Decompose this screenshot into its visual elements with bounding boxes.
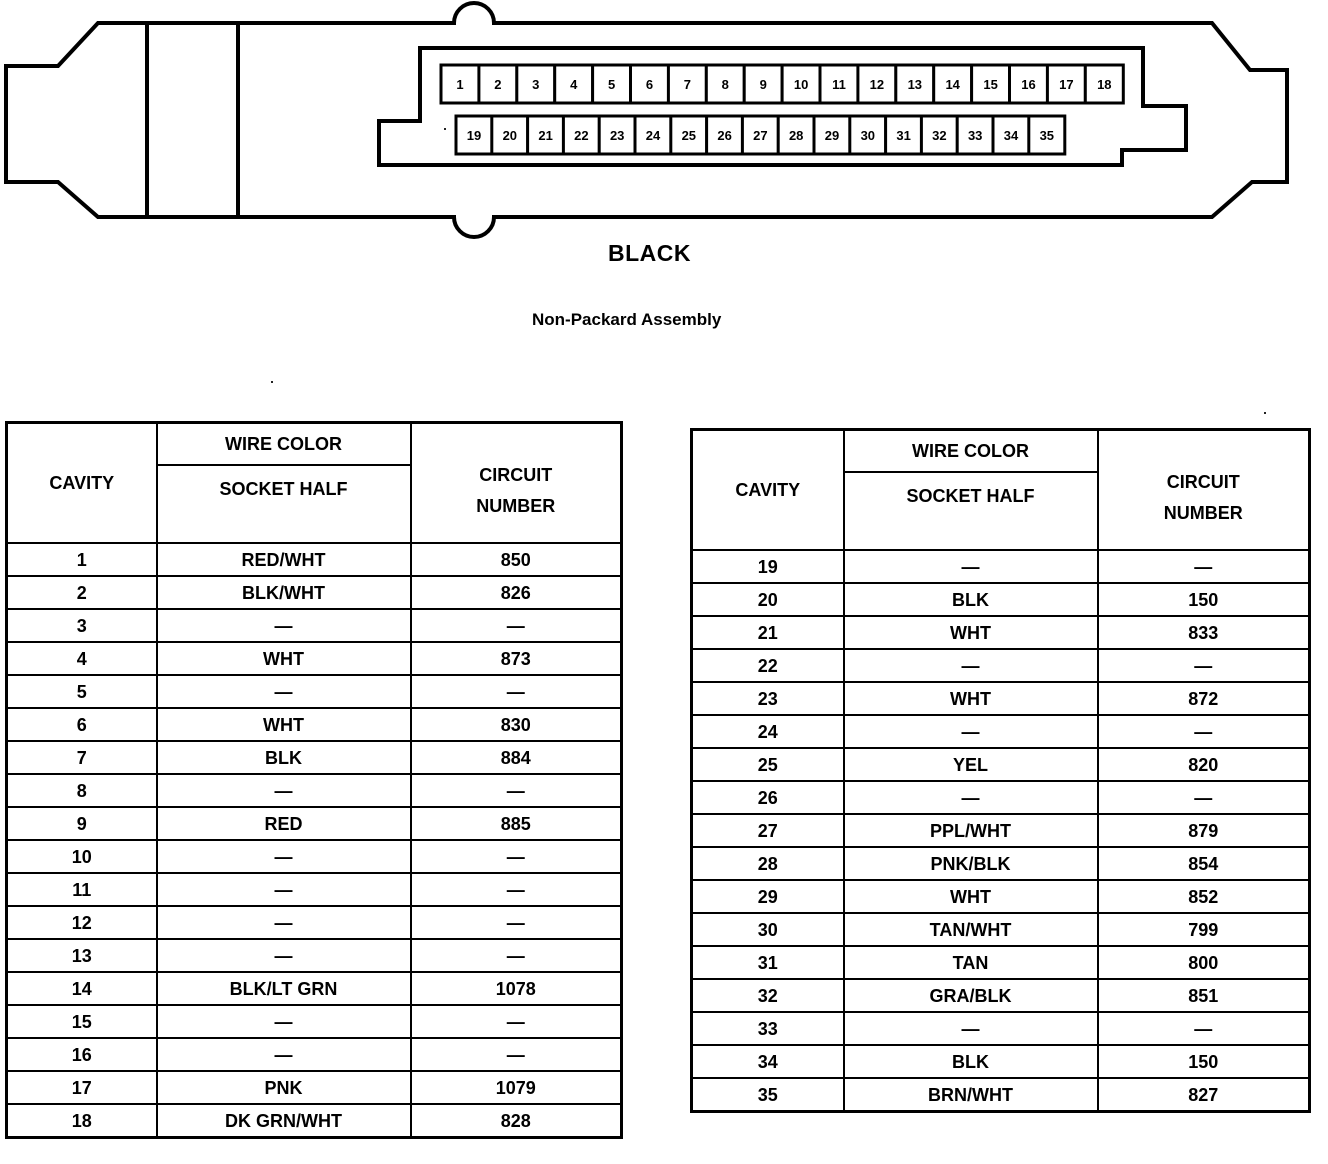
cell-circuit-number: 854 <box>1098 847 1310 880</box>
pin-label: 8 <box>721 77 729 92</box>
scan-speck <box>1264 412 1266 414</box>
pin-cavity-1 <box>441 65 479 103</box>
table-row <box>7 708 622 741</box>
table-row <box>7 1104 622 1138</box>
cell-wire-color: BLK <box>844 583 1098 616</box>
cell-cavity: 28 <box>692 847 844 880</box>
cell-wire-color: TAN/WHT <box>844 913 1098 946</box>
cell-circuit-number: — <box>1098 550 1310 583</box>
cell-wire-color: — <box>157 840 411 873</box>
cell-circuit-number: 820 <box>1098 748 1310 781</box>
cell-cavity: 14 <box>7 972 157 1005</box>
scan-speck <box>271 381 273 383</box>
pin-cavity-28 <box>778 116 814 154</box>
cell-wire-color: — <box>844 781 1098 814</box>
table-row <box>692 649 1310 682</box>
pin-cavity-31 <box>886 116 922 154</box>
table-row <box>7 1005 622 1038</box>
header-circuit-line1: CIRCUIT <box>479 464 553 485</box>
table-row <box>692 583 1310 616</box>
table-row <box>7 642 622 675</box>
pin-label: 3 <box>532 77 540 92</box>
pin-rows <box>441 65 1123 154</box>
pin-label: 14 <box>945 77 960 92</box>
cell-cavity: 5 <box>7 675 157 708</box>
cell-cavity: 2 <box>7 576 157 609</box>
cell-circuit-number: — <box>411 873 622 906</box>
table-row <box>692 682 1310 715</box>
cell-wire-color: TAN <box>844 946 1098 979</box>
cell-circuit-number: 1079 <box>411 1071 622 1104</box>
pin-label: 28 <box>788 128 804 143</box>
pin-label: 21 <box>538 128 553 143</box>
pin-label: 2 <box>494 77 502 92</box>
header-circuit-line2: NUMBER <box>476 496 556 516</box>
cell-cavity: 22 <box>692 649 844 682</box>
cell-circuit-number: — <box>411 1005 622 1038</box>
pin-label: 10 <box>793 77 809 92</box>
table-row <box>692 781 1310 814</box>
table-row <box>7 675 622 708</box>
pin-label: 16 <box>1021 77 1036 92</box>
cell-circuit-number: 828 <box>411 1104 622 1138</box>
cell-wire-color: — <box>157 939 411 972</box>
table-row <box>7 543 622 576</box>
pin-label: 30 <box>860 128 876 143</box>
table-row <box>7 1071 622 1104</box>
cell-cavity: 10 <box>7 840 157 873</box>
cell-wire-color: — <box>157 675 411 708</box>
cell-wire-color: PNK/BLK <box>844 847 1098 880</box>
pin-label: 34 <box>1003 128 1019 143</box>
pin-cavity-3 <box>517 65 555 103</box>
pin-cavity-11 <box>820 65 858 103</box>
cell-wire-color: PPL/WHT <box>844 814 1098 847</box>
pin-label: 24 <box>645 128 661 143</box>
cavity-table-right-body <box>692 550 1310 1112</box>
cell-cavity: 27 <box>692 814 844 847</box>
cell-cavity: 16 <box>7 1038 157 1071</box>
cell-circuit-number: — <box>1098 1012 1310 1045</box>
pin-cavity-29 <box>814 116 850 154</box>
pin-label: 5 <box>607 77 616 92</box>
table-row <box>7 774 622 807</box>
pin-label: 11 <box>832 77 846 92</box>
table-row <box>7 741 622 774</box>
cell-circuit-number: — <box>411 609 622 642</box>
cell-cavity: 8 <box>7 774 157 807</box>
cell-wire-color: — <box>157 1038 411 1071</box>
header-circuit-number <box>411 423 622 544</box>
cell-cavity: 32 <box>692 979 844 1012</box>
header-circuit-line1: CIRCUIT <box>1166 471 1240 492</box>
table-row <box>692 550 1310 583</box>
cell-wire-color: YEL <box>844 748 1098 781</box>
cell-circuit-number: 885 <box>411 807 622 840</box>
cell-wire-color: BLK/LT GRN <box>157 972 411 1005</box>
cell-circuit-number: 833 <box>1098 616 1310 649</box>
cell-cavity: 19 <box>692 550 844 583</box>
cell-wire-color: — <box>157 1005 411 1038</box>
table-row <box>692 880 1310 913</box>
pin-cavity-14 <box>934 65 972 103</box>
pin-cavity-30 <box>850 116 886 154</box>
cell-circuit-number: 799 <box>1098 913 1310 946</box>
header-circuit-line2: NUMBER <box>1163 503 1243 523</box>
cell-cavity: 20 <box>692 583 844 616</box>
pin-cavity-5 <box>593 65 631 103</box>
connector-color-label: BLACK <box>608 240 691 266</box>
cell-circuit-number: — <box>1098 649 1310 682</box>
cell-circuit-number: — <box>1098 781 1310 814</box>
cell-cavity: 25 <box>692 748 844 781</box>
cell-wire-color: RED/WHT <box>157 543 411 576</box>
cavity-table-left-body <box>7 543 622 1138</box>
pin-label: 1 <box>456 77 464 92</box>
cell-wire-color: BLK/WHT <box>157 576 411 609</box>
cell-cavity: 17 <box>7 1071 157 1104</box>
cell-wire-color: WHT <box>844 880 1098 913</box>
cell-cavity: 24 <box>692 715 844 748</box>
cell-cavity: 11 <box>7 873 157 906</box>
pin-label: 31 <box>896 128 911 143</box>
cell-circuit-number: 800 <box>1098 946 1310 979</box>
table-row <box>7 609 622 642</box>
pin-label: 29 <box>824 128 840 143</box>
cell-wire-color: — <box>844 1012 1098 1045</box>
pin-cavity-16 <box>1010 65 1048 103</box>
cell-cavity: 13 <box>7 939 157 972</box>
pin-cavity-19 <box>456 116 492 154</box>
cell-cavity: 3 <box>7 609 157 642</box>
cell-cavity: 12 <box>7 906 157 939</box>
table-row <box>692 946 1310 979</box>
pin-label: 26 <box>717 128 732 143</box>
pin-label: 23 <box>609 128 625 143</box>
pin-cavity-20 <box>492 116 528 154</box>
pin-label: 9 <box>759 77 767 92</box>
cell-circuit-number: — <box>1098 715 1310 748</box>
pin-cavity-2 <box>479 65 517 103</box>
pin-cavity-23 <box>599 116 635 154</box>
cell-wire-color: BLK <box>844 1045 1098 1078</box>
table-row <box>692 616 1310 649</box>
cell-circuit-number: 827 <box>1098 1078 1310 1112</box>
table-row <box>7 972 622 1005</box>
cell-cavity: 30 <box>692 913 844 946</box>
cell-circuit-number: 150 <box>1098 583 1310 616</box>
pin-label: 15 <box>983 77 998 92</box>
pin-cavity-9 <box>744 65 782 103</box>
pin-cavity-10 <box>782 65 820 103</box>
pin-label: 7 <box>683 77 692 92</box>
cell-circuit-number: 826 <box>411 576 622 609</box>
cell-cavity: 15 <box>7 1005 157 1038</box>
header-circuit-number <box>1098 430 1310 551</box>
pin-cavity-6 <box>631 65 669 103</box>
header-wire-color: WIRE COLOR <box>844 430 1098 473</box>
cell-wire-color: PNK <box>157 1071 411 1104</box>
pin-cavity-34 <box>993 116 1029 154</box>
pin-cavity-15 <box>972 65 1010 103</box>
cell-cavity: 35 <box>692 1078 844 1112</box>
pin-label: 19 <box>466 128 482 143</box>
cell-cavity: 1 <box>7 543 157 576</box>
cell-circuit-number: 150 <box>1098 1045 1310 1078</box>
assembly-label: Non-Packard Assembly <box>532 310 722 329</box>
pin-cavity-17 <box>1047 65 1085 103</box>
pin-cavity-7 <box>668 65 706 103</box>
pin-label: 33 <box>967 128 983 143</box>
cell-wire-color: — <box>157 609 411 642</box>
cell-cavity: 4 <box>7 642 157 675</box>
cell-circuit-number: — <box>411 774 622 807</box>
pin-cavity-22 <box>563 116 599 154</box>
table-row <box>7 1038 622 1071</box>
cell-circuit-number: — <box>411 939 622 972</box>
cell-wire-color: — <box>844 550 1098 583</box>
pin-cavity-18 <box>1085 65 1123 103</box>
pin-label: 18 <box>1097 77 1112 92</box>
table-row <box>7 906 622 939</box>
pin-cavity-21 <box>528 116 564 154</box>
table-row <box>692 913 1310 946</box>
cell-wire-color: — <box>844 715 1098 748</box>
table-row <box>692 1045 1310 1078</box>
pin-label: 35 <box>1039 128 1055 143</box>
cell-circuit-number: — <box>411 906 622 939</box>
table-row <box>692 1012 1310 1045</box>
pin-cavity-27 <box>742 116 778 154</box>
cell-cavity: 33 <box>692 1012 844 1045</box>
cell-wire-color: — <box>157 906 411 939</box>
pin-cavity-25 <box>671 116 707 154</box>
cell-wire-color: WHT <box>844 616 1098 649</box>
header-wire-color: WIRE COLOR <box>157 423 411 466</box>
pin-cavity-13 <box>896 65 934 103</box>
cell-circuit-number: 879 <box>1098 814 1310 847</box>
cell-circuit-number: — <box>411 675 622 708</box>
pin-cavity-32 <box>921 116 957 154</box>
pin-cavity-35 <box>1029 116 1065 154</box>
pin-cavity-8 <box>706 65 744 103</box>
pin-label: 22 <box>574 128 589 143</box>
table-row <box>692 847 1310 880</box>
pin-label: 17 <box>1059 77 1074 92</box>
cell-cavity: 6 <box>7 708 157 741</box>
cell-cavity: 9 <box>7 807 157 840</box>
pin-cavity-33 <box>957 116 993 154</box>
pin-label: 27 <box>753 128 768 143</box>
cell-wire-color: WHT <box>157 708 411 741</box>
table-row <box>7 807 622 840</box>
cell-circuit-number: — <box>411 1038 622 1071</box>
cell-wire-color: — <box>157 774 411 807</box>
cell-wire-color: DK GRN/WHT <box>157 1104 411 1138</box>
cell-cavity: 23 <box>692 682 844 715</box>
cell-circuit-number: 852 <box>1098 880 1310 913</box>
pin-label: 25 <box>681 128 697 143</box>
pin-label: 20 <box>502 128 518 143</box>
cell-circuit-number: — <box>411 840 622 873</box>
pin-label: 32 <box>932 128 947 143</box>
cell-cavity: 7 <box>7 741 157 774</box>
cell-circuit-number: 873 <box>411 642 622 675</box>
table-row <box>692 814 1310 847</box>
cell-circuit-number: 851 <box>1098 979 1310 1012</box>
cell-wire-color: BLK <box>157 741 411 774</box>
table-row <box>692 748 1310 781</box>
cell-cavity: 18 <box>7 1104 157 1138</box>
table-row <box>7 576 622 609</box>
scan-speck <box>444 128 446 130</box>
cell-circuit-number: 830 <box>411 708 622 741</box>
table-row <box>7 873 622 906</box>
cell-wire-color: GRA/BLK <box>844 979 1098 1012</box>
cavity-table-right <box>690 428 1311 1113</box>
header-cavity: CAVITY <box>7 423 157 544</box>
header-cavity: CAVITY <box>692 430 844 551</box>
table-row <box>692 715 1310 748</box>
cell-cavity: 31 <box>692 946 844 979</box>
pin-label: 13 <box>907 77 923 92</box>
cell-circuit-number: 850 <box>411 543 622 576</box>
pin-label: 12 <box>869 77 885 92</box>
table-row <box>7 840 622 873</box>
cell-wire-color: WHT <box>157 642 411 675</box>
table-row <box>692 979 1310 1012</box>
cell-wire-color: RED <box>157 807 411 840</box>
cell-wire-color: — <box>844 649 1098 682</box>
cell-wire-color: — <box>157 873 411 906</box>
pin-label: 4 <box>570 77 578 92</box>
pin-cavity-24 <box>635 116 671 154</box>
header-socket-half: SOCKET HALF <box>844 472 1098 550</box>
cell-circuit-number: 1078 <box>411 972 622 1005</box>
table-row <box>692 1078 1310 1112</box>
pin-cavity-26 <box>707 116 743 154</box>
cell-wire-color: WHT <box>844 682 1098 715</box>
table-row <box>7 939 622 972</box>
cell-circuit-number: 872 <box>1098 682 1310 715</box>
cavity-table-left <box>5 421 623 1139</box>
cell-cavity: 26 <box>692 781 844 814</box>
cell-cavity: 21 <box>692 616 844 649</box>
cell-cavity: 29 <box>692 880 844 913</box>
cell-cavity: 34 <box>692 1045 844 1078</box>
pin-cavity-4 <box>555 65 593 103</box>
pin-label: 6 <box>645 77 654 92</box>
cell-circuit-number: 884 <box>411 741 622 774</box>
header-socket-half: SOCKET HALF <box>157 465 411 543</box>
cell-wire-color: BRN/WHT <box>844 1078 1098 1112</box>
pin-cavity-12 <box>858 65 896 103</box>
